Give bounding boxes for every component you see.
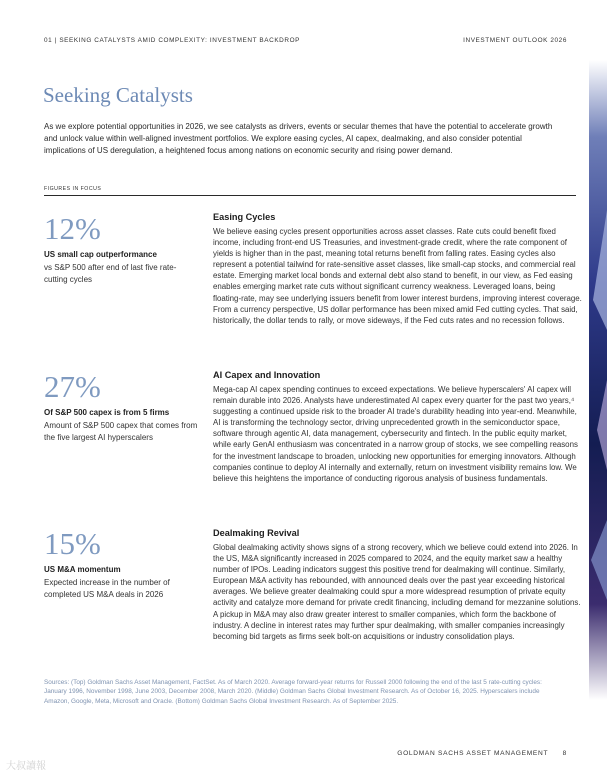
page-number: 8 xyxy=(562,750,567,757)
stat-description: Expected increase in the number of completed US M&A deals in 2026 xyxy=(44,578,170,599)
section-body: Mega-cap AI capex spending continues to exceed expectations. We believe hyperscalers' AI capex will remain durable into 2026. Analysts have underestimated AI capex every quarter for the past two years,⁴ suggesting a continued upside risk to the broader AI trade's durability heading into year-end. Meanwhile, AI is transforming the technology sector, driving unprecedented growth in the semiconductor space, software through agentic AI, data management, cybersecurity and fintech. In the public equity market, while early GenAI enthusiasm was concentrated in a narrow group of stocks, we see compelling reasons for the investment landscape to broaden, unlocking new opportunities for emerging innovators. Although companies continue to deploy AI internally and externally, return on investment visibility remains low. We believe this heightens the importance of conducting rigorous analysis of business fundamentals. xyxy=(213,385,578,483)
section-ai-capex xyxy=(213,370,583,484)
sources-note: Sources: (Top) Goldman Sachs Asset Management, FactSet. As of March 2020. Average forward-year returns for Russell 2000 following the end of the last 5 rate-cutting cycles: January 1996, November 1998, June 2003, December 2008, March 2020. (Middle) Goldman Sachs Global Investment Research. As of October 16, 2025. Hyperscalers include Amazon, Google, Meta, Microsoft and Oracle. (Bottom) Goldman Sachs Global Investment Research. As of September 2025. xyxy=(44,679,542,705)
figures-in-focus-label: FIGURES IN FOCUS xyxy=(44,186,102,192)
page-header xyxy=(44,37,567,49)
stat-value: 12% xyxy=(44,211,101,246)
header-section-label: 01 | SEEKING CATALYSTS AMID COMPLEXITY: INVESTMENT BACKDROP xyxy=(44,37,301,44)
stat-small-cap xyxy=(44,213,199,285)
stat-description: vs S&P 500 after end of last five rate-cutting cycles xyxy=(44,263,177,284)
stat-description: Amount of S&P 500 capex that comes from the five largest AI hyperscalers xyxy=(44,421,198,442)
footer-brand: GOLDMAN SACHS ASSET MANAGEMENT xyxy=(397,750,549,757)
header-publication-title: INVESTMENT OUTLOOK 2026 xyxy=(463,37,567,44)
section-dealmaking xyxy=(213,528,583,642)
page-title: Seeking Catalysts xyxy=(43,83,193,107)
intro-paragraph: As we explore potential opportunities in 2026, we see catalysts as drivers, events or secular themes that have the potential to accelerate growth and unlock value within well-aligned investment portfolios. We explore easing cycles, AI capex, dealmaking, and also consider potential implications of US deregulation, a heightened focus among nations on economic security and rising power demand. xyxy=(44,122,553,155)
section-heading: AI Capex and Innovation xyxy=(213,370,321,380)
stat-label: US small cap outperformance xyxy=(44,250,157,259)
watermark: 大叔讀報 xyxy=(6,761,46,772)
stat-label: Of S&P 500 capex is from 5 firms xyxy=(44,408,170,417)
section-body: We believe easing cycles present opportunities across asset classes. Rate cuts could benefit fixed income, including front-end US Treasuries, and investment-grade credit, where the rate component of yields is higher than in the past, meaning total returns benefit from falling rates. Easing cycles also represent a potential tailwind for rate-sensitive asset classes, like small-cap stocks, and commercial real estate. Emerging market local bonds and external debt also stand to benefit, in our view, as Fed easing enables emerging market rate cuts without significant currency weakness. Leveraged loans, being floating-rate, may see underlying issuers benefit from lower interest burdens, improving interest coverage. From a currency perspective, US dollar performance has been mixed amid Fed cutting cycles. That said, historically, the dollar tends to rally, or move sideways, if the Fed cuts rates and no recession follows. xyxy=(213,227,582,325)
stat-m-and-a xyxy=(44,528,199,600)
decorative-edge-graphic xyxy=(577,0,607,776)
section-divider xyxy=(44,195,576,196)
stat-label: US M&A momentum xyxy=(44,565,121,574)
section-body: Global dealmaking activity shows signs of a strong recovery, which we believe could extend into 2026. In the US, M&A significantly increased in 2025 compared to 2024, and the equity market saw a healthy number of IPOs. Leading indicators suggest this positive trend for dealmaking will continue. Similarly, European M&A activity has rebounded, with announced deals over the past year exceeding historical averages. We believe greater dealmaking could spur a more widespread resumption of private equity activity and catalyze more demand for private credit financing, including demand for mezzanine solutions. A pickup in M&A may also draw greater interest to smaller companies, which form the backbone of industry. A decline in interest rates may further spur dealmaking, with smaller companies increasingly becoming bid targets as firms seek bolt-on acquisitions or industry consolidation plays. xyxy=(213,543,581,641)
stat-value: 27% xyxy=(44,369,101,404)
section-easing-cycles xyxy=(213,212,583,326)
section-heading: Dealmaking Revival xyxy=(213,528,300,538)
stat-value: 15% xyxy=(44,526,101,561)
page-footer xyxy=(397,750,567,757)
section-heading: Easing Cycles xyxy=(213,212,276,222)
stat-capex xyxy=(44,371,199,443)
